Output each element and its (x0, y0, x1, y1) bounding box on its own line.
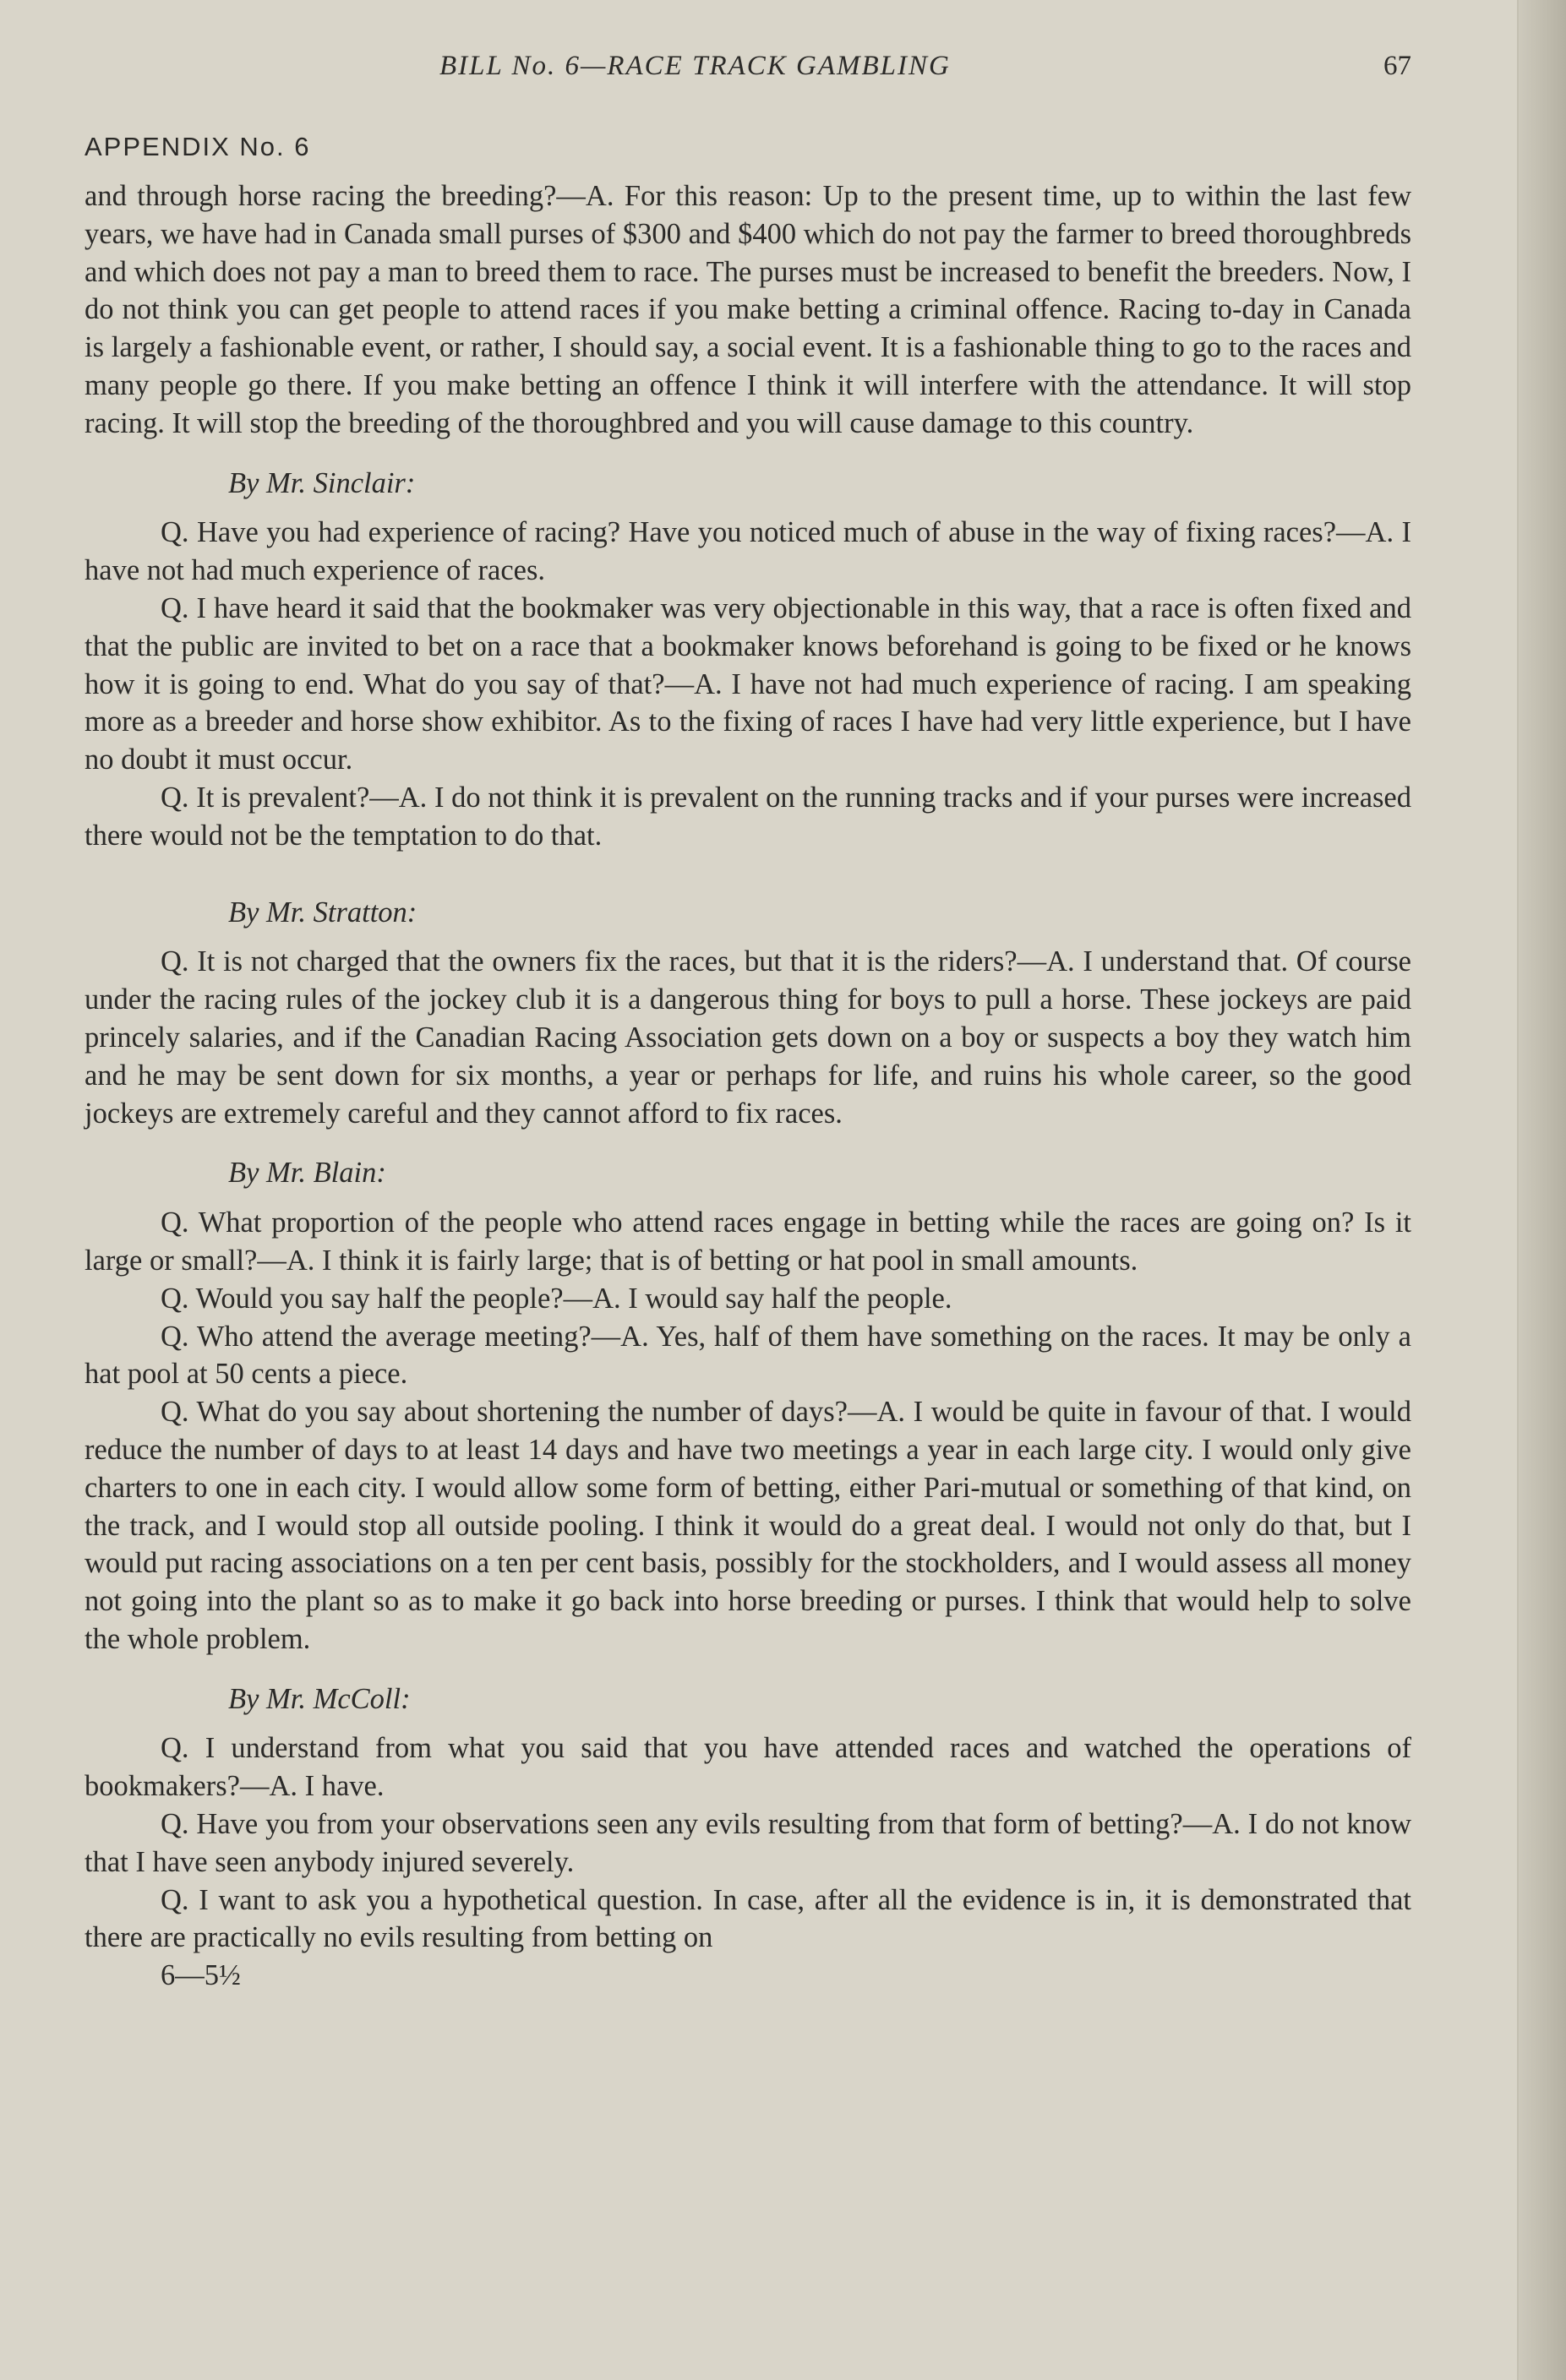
question-answer-paragraph: Q. What proportion of the people who attend races engage in betting while the races are going on? Is it large or small?—A. I think it is fairly large; that is of betting or hat pool in small amounts. (85, 1206, 1411, 1277)
question-answer-paragraph: Q. Have you from your observations seen any evils resulting from that form of betting?—A. I do not know that I have seen anybody injured severely. (85, 1808, 1411, 1878)
speaker-heading-sinclair: By Mr. Sinclair: (228, 466, 416, 499)
speaker-heading-stratton: By Mr. Stratton: (228, 896, 417, 929)
speaker-heading-mccoll: By Mr. McColl: (228, 1682, 411, 1715)
body-text (85, 177, 1411, 1995)
printer-signature: 6—5½ (161, 1959, 241, 1992)
running-header (85, 51, 1411, 93)
question-answer-paragraph: Q. I understand from what you said that you have attended races and watched the operations of bookmakers?—A. I have. (85, 1732, 1411, 1803)
question-answer-paragraph: Q. Who attend the average meeting?—A. Yes, half of them have something on the races. It may be only a hat pool at 50 cents a piece. (85, 1320, 1411, 1391)
paragraph-continued: and through horse racing the breeding?—A. For this reason: Up to the present time, up to within the last few years, we have had in Canada small purses of $300 and $400 which do not pay the farmer to breed thoroughbreds and which does not pay a man to breed them to race. The purses must be increased to benefit the breeders. Now, I do not think you can get people to attend races if you make betting a criminal offence. Racing to-day in Canada is largely a fashionable event, or rather, I should say, a social event. It is a fashionable thing to go to the races and many people go there. If you make betting an offence I think it will interfere with the attendance. It will stop racing. It will stop the breeding of the thoroughbred and you will cause damage to this country. (85, 180, 1411, 439)
question-answer-paragraph: Q. I want to ask you a hypothetical question. In case, after all the evidence is in, it is demonstrated that there are practically no evils resulting from betting on (85, 1883, 1411, 1954)
question-answer-paragraph: Q. I have heard it said that the bookmaker was very objectionable in this way, that a race is often fixed and that the public are invited to bet on a race that a bookmaker knows beforehand is going to be fixed or he knows how it is going to end. What do you say of that?—A. I have not had much experience of racing. I am speaking more as a breeder and horse show exhibitor. As to the fixing of races I have had very little experience, but I have no doubt it must occur. (85, 591, 1411, 776)
question-answer-paragraph: Q. Would you say half the people?—A. I would say half the people. (161, 1282, 952, 1315)
page-edge-shadow (1517, 0, 1566, 2380)
appendix-label: APPENDIX No. 6 (85, 132, 311, 161)
running-title: BILL No. 6—RACE TRACK GAMBLING (439, 51, 951, 81)
question-answer-paragraph: Q. It is not charged that the owners fix the races, but that it is the riders?—A. I understand that. Of course under the racing rules of the jockey club it is a dangerous thing for boys to pull a horse. These jockeys are paid princely salaries, and if the Canadian Racing Association gets down on a boy or suspects a boy they watch him and he may be sent down for six months, a year or perhaps for life, and ruins his whole career, so the good jockeys are extremely careful and they cannot afford to fix races. (85, 945, 1411, 1130)
question-answer-paragraph: Q. Have you had experience of racing? Have you noticed much of abuse in the way of fixing races?—A. I have not had much experience of races. (85, 516, 1411, 587)
page-number: 67 (1383, 51, 1411, 81)
question-answer-paragraph: Q. It is prevalent?—A. I do not think it is prevalent on the running tracks and if your purses were increased there would not be the temptation to do that. (85, 781, 1411, 852)
speaker-heading-blain: By Mr. Blain: (228, 1157, 386, 1190)
question-answer-paragraph: Q. What do you say about shortening the number of days?—A. I would be quite in favour of that. I would reduce the number of days to at least 14 days and have two meetings a year in each large city. I would only give charters to one in each city. I would allow some form of betting, either Pari-mutual or something of that kind, on the track, and I would stop all outside pooling. I think it would do a great deal. I would not only do that, but I would put racing associations on a ten per cent basis, possibly for the stockholders, and I would assess all money not going into the plant so as to make it go back into horse breeding or purses. I think that would help to solve the whole problem. (85, 1396, 1411, 1655)
